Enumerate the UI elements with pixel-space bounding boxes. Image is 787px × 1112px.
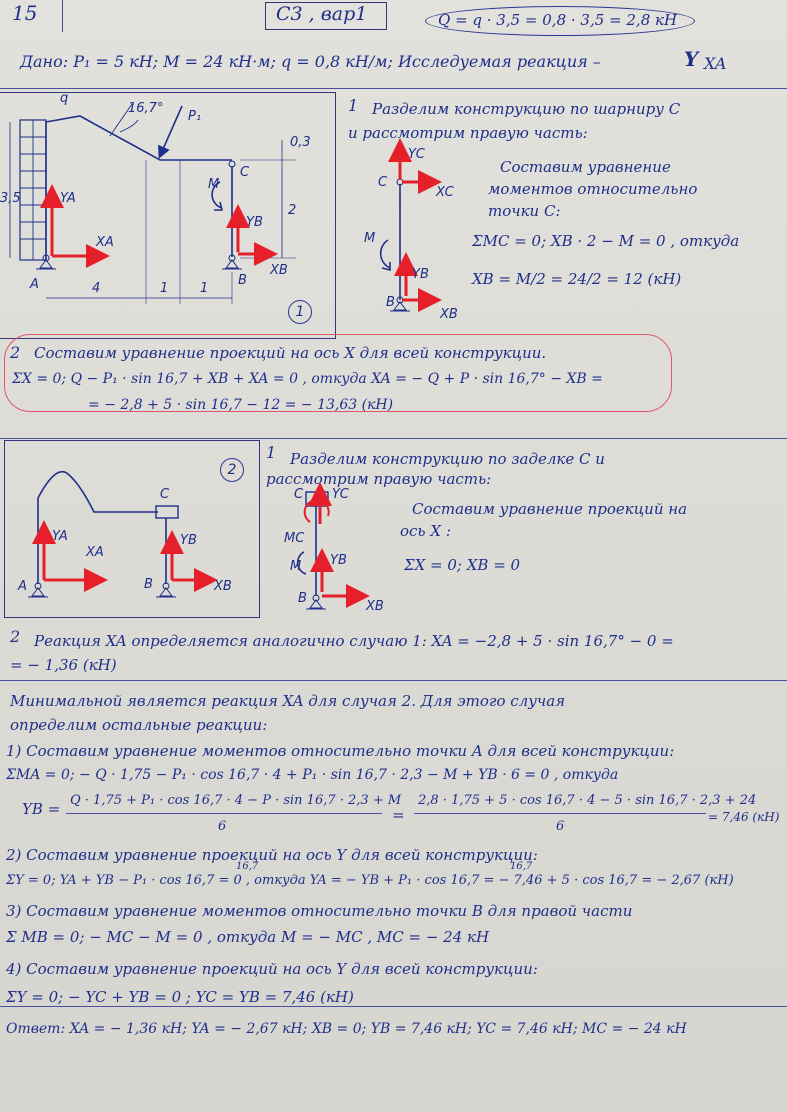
- case2-step2-badge: 2: [10, 627, 21, 646]
- final-step2-eq: ΣY = 0; YA + YB − P₁ · cos 16,7 = 0 , откуда YA = − YB + P₁ · cos 16,7 = − 7,46 + 5 · cos 16,7 = − 2,67 (кН): [6, 873, 734, 888]
- answer-line: Ответ: XA = − 1,36 кН; YA = − 2,67 кН; XB = 0; YB = 7,46 кН; YC = 7,46 кН; MC = − 24 кН: [6, 1021, 687, 1037]
- final-step3-eq: Σ MB = 0; − MC − M = 0 , откуда M = − MC , MC = − 24 кН: [6, 928, 490, 946]
- fig2-yb-label: YB: [180, 533, 197, 548]
- yb-numerator-2: 2,8 · 1,75 + 5 · cos 16,7 · 4 − 5 · sin 16,7 · 2,3 + 24: [418, 793, 757, 808]
- final-intro-line1: Минимальной является реакция XA для случая 2. Для этого случая: [10, 692, 566, 710]
- case1-eq-line3: точки C:: [488, 202, 561, 220]
- divider-1: [0, 88, 787, 89]
- case1-xb-result: XB = M/2 = 24/2 = 12 (кН): [472, 270, 682, 288]
- fig1-dim-1a: 1: [160, 281, 169, 296]
- yb-fraction-bar-1: [66, 813, 382, 814]
- q-formula: Q = q · 3,5 = 0,8 · 3,5 = 2,8 кН: [438, 11, 678, 29]
- header-divider: [62, 0, 63, 32]
- fig2-point-c: C: [160, 487, 170, 502]
- figure1-badge: 1: [288, 300, 312, 324]
- fig1-xb-label: XB: [270, 263, 288, 278]
- case2-intro-line1: Разделим конструкцию по заделке C и: [290, 450, 605, 468]
- divider-3: [0, 680, 787, 681]
- final-step2: 2) Составим уравнение проекций на ось Y для всей конструкции:: [6, 846, 538, 864]
- case1-intro-line1: Разделим конструкцию по шарниру C: [372, 100, 681, 118]
- case2-yc-label: YC: [332, 487, 349, 502]
- final-intro-line2: определим остальные реакции:: [10, 716, 268, 734]
- fig2-ya-label: YA: [52, 529, 68, 544]
- case1-c-label: C: [378, 175, 388, 190]
- case1-step2-badge: 2: [10, 343, 21, 362]
- case2-eq-line2: ось X :: [400, 522, 451, 540]
- fig1-dim-4: 4: [92, 281, 101, 296]
- yb-lhs: YB =: [22, 800, 61, 818]
- fig1-yb-label: YB: [246, 215, 263, 230]
- fig1-point-c: C: [240, 165, 250, 180]
- case1-xc-label: XC: [436, 185, 454, 200]
- case2-eq-line1: Составим уравнение проекций на: [412, 500, 688, 518]
- case1-xb-label: XB: [440, 307, 458, 322]
- case1-yc-label: YC: [408, 147, 425, 162]
- case2-mc-label: MC: [284, 531, 305, 546]
- case2-c-label: C: [294, 487, 304, 502]
- divider-2: [0, 438, 787, 439]
- fig1-point-b: B: [238, 273, 247, 288]
- case2-m-label: M: [290, 559, 302, 574]
- final-step1-eq: ΣMA = 0; − Q · 1,75 − P₁ · cos 16,7 · 4 + P₁ · sin 16,7 · 2,3 − M + YB · 6 = 0 , откуда: [6, 767, 619, 783]
- case2-right-diagram: [270, 484, 400, 620]
- case2-yb-label: YB: [330, 553, 347, 568]
- fig1-dim-35: 3,5: [0, 191, 21, 206]
- figure2-badge: 2: [220, 458, 244, 482]
- yb-numerator-1: Q · 1,75 + P₁ · cos 16,7 · 4 − P · sin 16,7 · 2,3 + M: [70, 793, 402, 808]
- case2-step1: 1: [266, 443, 277, 462]
- case1-step2-line1: Составим уравнение проекций на ось X для всей конструкции.: [34, 344, 547, 362]
- case2-b-label: B: [298, 591, 307, 606]
- case2-xb-label: XB: [366, 599, 384, 614]
- case1-right-diagram: [350, 136, 480, 326]
- case1-step2-line2: ΣX = 0; Q − P₁ · sin 16,7 + XB + XA = 0 , откуда XA = − Q + P · sin 16,7° − XB =: [12, 371, 603, 387]
- variant-label: С3 , вар1: [276, 3, 368, 25]
- divider-4: [0, 1006, 787, 1007]
- case1-m-label: M: [364, 231, 376, 246]
- final-step2-note-2: 16,7: [510, 861, 533, 872]
- page-number: 15: [12, 1, 38, 25]
- case2-step2-line2: = − 1,36 (кН): [10, 656, 117, 674]
- final-step2-note-1: 16,7: [236, 861, 259, 872]
- final-step4-eq: ΣY = 0; − YC + YB = 0 ; YC = YB = 7,46 (кН): [6, 988, 354, 1006]
- case1-moment-eq: ΣMC = 0; XB · 2 − M = 0 , откуда: [472, 232, 740, 250]
- fig2-point-a: A: [18, 579, 27, 594]
- fig1-dim-1b: 1: [200, 281, 209, 296]
- case2-eq: ΣX = 0; XB = 0: [404, 556, 521, 574]
- given-struck-symbol: Y: [684, 47, 699, 71]
- yb-equals: =: [392, 806, 405, 824]
- case1-step2-line3: = − 2,8 + 5 · sin 16,7 − 12 = − 13,63 (кН): [88, 397, 394, 413]
- given-line: Дано: P₁ = 5 кН; M = 24 кН·м; q = 0,8 кН/м; Исследуемая реакция –: [20, 52, 601, 71]
- yb-result: = 7,46 (кН): [708, 810, 780, 824]
- final-step4: 4) Составим уравнение проекций на ось Y для всей конструкции:: [6, 960, 538, 978]
- case1-eq-line1: Составим уравнение: [500, 158, 671, 176]
- fig2-xb-label: XB: [214, 579, 232, 594]
- final-step1: 1) Составим уравнение моментов относительно точки A для всей конструкции:: [6, 742, 675, 760]
- figure1-diagram: [0, 92, 336, 337]
- final-step3: 3) Составим уравнение моментов относительно точки B для правой части: [6, 902, 633, 920]
- case1-intro-line2: и рассмотрим правую часть:: [348, 124, 588, 142]
- case1-step1: 1: [348, 96, 359, 115]
- case1-eq-line2: моментов относительно: [488, 180, 698, 198]
- case1-b-label: B: [386, 295, 395, 310]
- fig1-p1-label: P₁: [188, 109, 202, 124]
- fig1-moment-label: M: [208, 177, 220, 192]
- fig1-dim-03: 0,3: [290, 135, 311, 150]
- yb-fraction-bar-2: [414, 813, 706, 814]
- fig1-point-a: A: [30, 277, 39, 292]
- case1-yb-label: YB: [412, 267, 429, 282]
- case2-intro-line2: рассмотрим правую часть:: [266, 470, 492, 488]
- fig2-point-b: B: [144, 577, 153, 592]
- fig1-ya-label: YA: [60, 191, 76, 206]
- given-target: XA: [704, 54, 727, 73]
- yb-denominator-2: 6: [556, 819, 565, 834]
- fig2-xa-label: XA: [86, 545, 104, 560]
- case2-step2-line1: Реакция XA определяется аналогично случаю 1: XA = −2,8 + 5 · sin 16,7° − 0 =: [34, 632, 674, 650]
- fig1-dim-2: 2: [288, 203, 297, 218]
- fig1-angle-label: 16,7°: [128, 101, 164, 116]
- yb-denominator-1: 6: [218, 819, 227, 834]
- fig1-q-label: q: [60, 91, 69, 106]
- fig1-xa-label: XA: [96, 235, 114, 250]
